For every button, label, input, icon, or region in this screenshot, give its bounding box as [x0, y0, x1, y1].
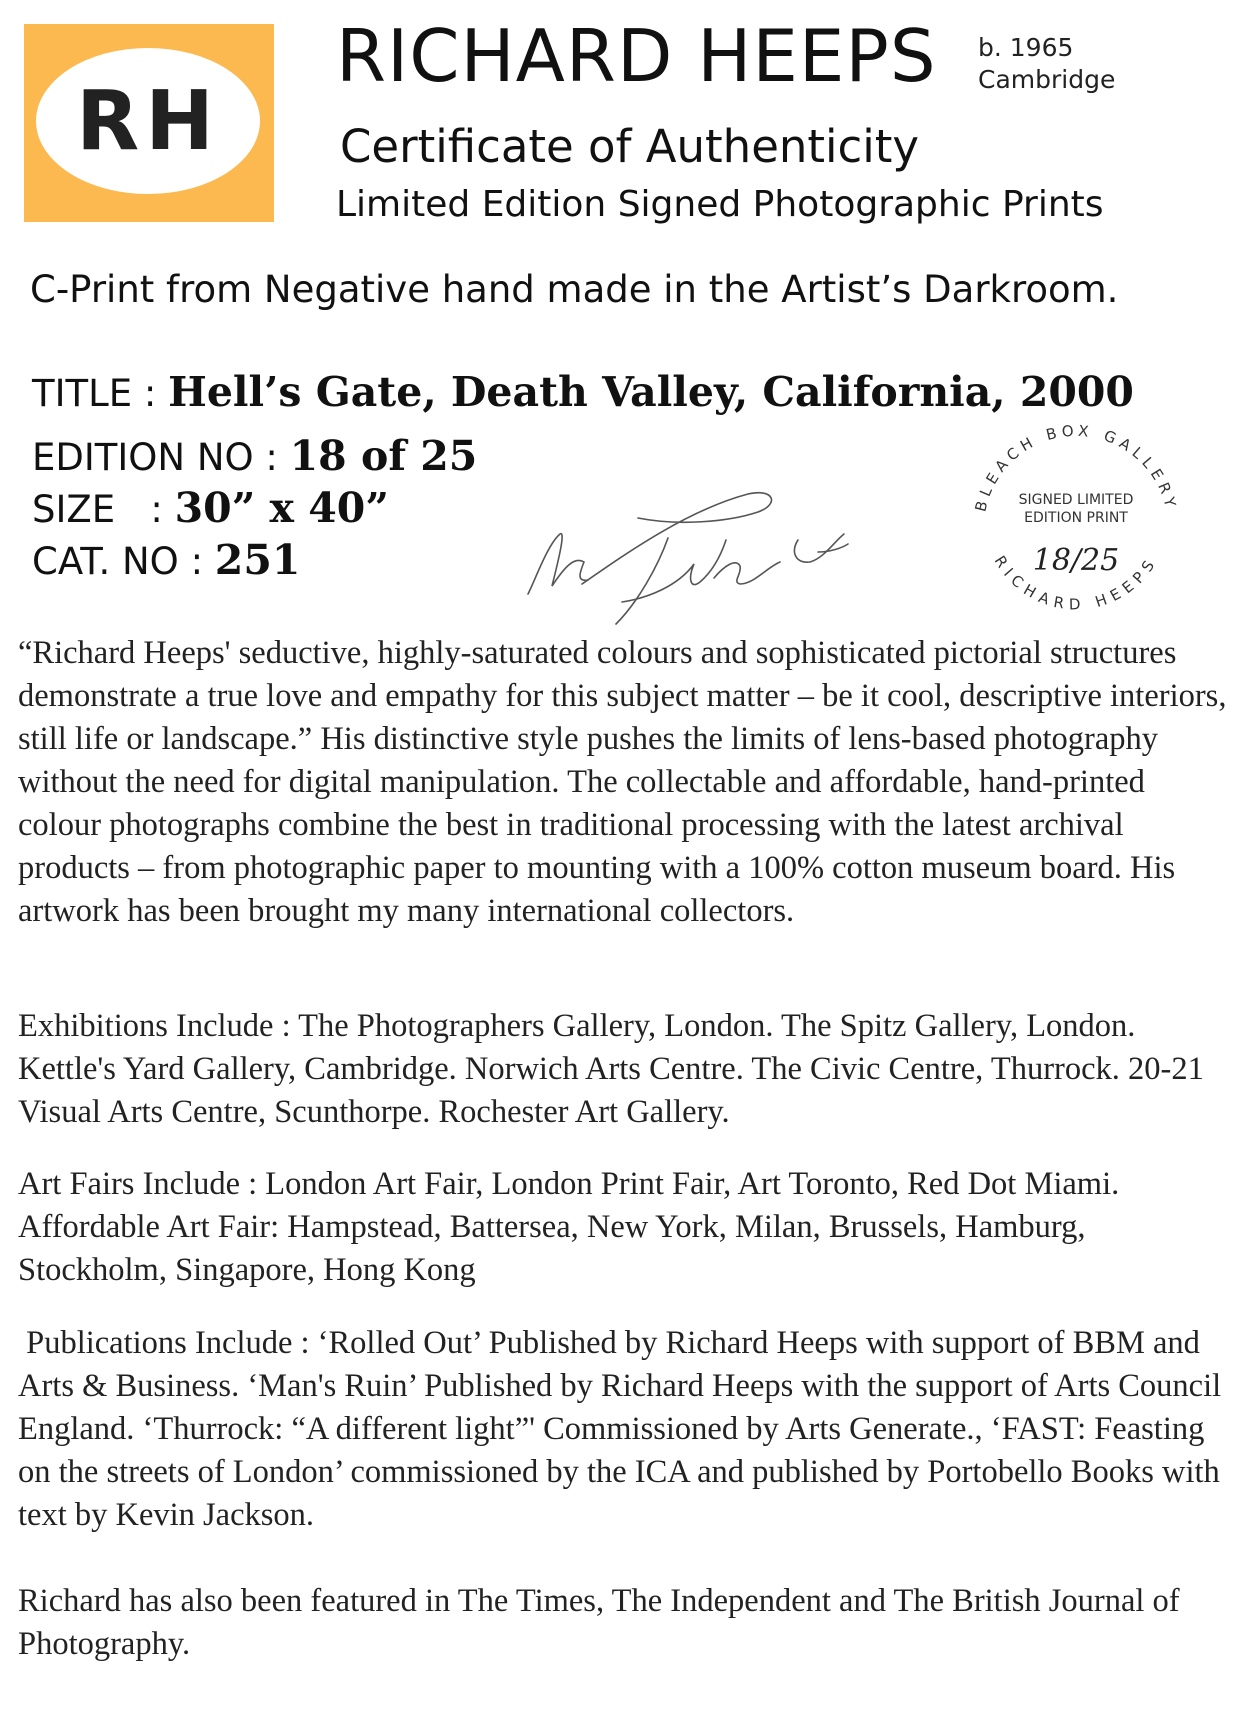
- catalogue-field: [32, 536, 300, 584]
- artist-quote-paragraph: “Richard Heeps' seductive, highly-saturated colours and sophisticated pictorial structures demonstrate a true love and empathy for this subject matter – be it cool, descriptive interiors, still life or landscape.” His distinctive style pushes the limits of lens-based photography without the need for digital manipulation. The collectable and affordable, hand-printed colour photographs combine the best in traditional processing with the latest archival products – from photographic paper to mounting with a 100% cotton museum board. His artwork has been brought my many international collectors.: [18, 635, 1227, 929]
- artist-signature: [518, 482, 850, 632]
- stamp-center-line1: SIGNED LIMITED: [1018, 492, 1134, 508]
- publications-paragraph: Publications Include : ‘Rolled Out’ Published by Richard Heeps with support of BBM and Arts & Business. ‘Man's Ruin’ Published by Richard Heeps with the support of Arts Council England. ‘Thurrock: “A different light”' Commissioned by Arts Generate., ‘FAST: Feasting on the streets of London’ commissioned by the ICA and published by Portobello Books with text by Kevin Jackson.: [18, 1325, 1230, 1533]
- title-value: Hell’s Gate, Death Valley, California, 2000: [168, 368, 1134, 416]
- stamp-center-line2: EDITION PRINT: [1024, 510, 1128, 526]
- size-field: [32, 484, 389, 532]
- certificate-title: Certificate of Authenticity: [340, 120, 920, 173]
- stamp-ring-bottom: RICHARD HEEPS: [990, 552, 1162, 614]
- stamp-handwritten-number: 18/25: [1032, 543, 1120, 578]
- stamp-ring-top: BLEACH BOX GALLERY: [971, 421, 1181, 514]
- certificate-subtitle: Limited Edition Signed Photographic Prints: [336, 184, 1104, 225]
- edition-field: [32, 432, 477, 480]
- rh-logo: [24, 24, 274, 222]
- edition-label: EDITION NO :: [32, 436, 290, 479]
- gallery-stamp: [956, 400, 1196, 640]
- artist-birth-info: [978, 32, 1115, 96]
- title-label: TITLE :: [32, 372, 169, 415]
- size-label: SIZE :: [32, 488, 175, 531]
- press-paragraph: Richard has also been featured in The Times, The Independent and The British Journal of Photography.: [18, 1583, 1180, 1662]
- logo-text: RH: [76, 73, 220, 169]
- catalogue-label: CAT. NO :: [32, 540, 215, 583]
- birth-place: Cambridge: [978, 65, 1116, 94]
- birth-year: b. 1965: [978, 33, 1074, 62]
- logo-oval: [36, 48, 260, 194]
- catalogue-value: 251: [214, 536, 301, 584]
- exhibitions-paragraph: Exhibitions Include : The Photographers Gallery, London. The Spitz Gallery, London. Kettle's Yard Gallery, Cambridge. Norwich Arts Centre. The Civic Centre, Thurrock. 20-21 Visual Arts Centre, Scunthorpe. Rochester Art Gallery.: [18, 1008, 1204, 1130]
- edition-value: 18 of 25: [289, 432, 478, 480]
- art-fairs-paragraph: Art Fairs Include : London Art Fair, London Print Fair, Art Toronto, Red Dot Miami. Affordable Art Fair: Hampstead, Battersea, New York, Milan, Brussels, Hamburg, Stockholm, Singapore, Hong Kong: [18, 1166, 1120, 1288]
- artist-name: RICHARD HEEPS: [336, 14, 937, 98]
- process-description: C-Print from Negative hand made in the Artist’s Darkroom.: [30, 268, 1119, 311]
- size-value: 30” x 40”: [174, 484, 389, 532]
